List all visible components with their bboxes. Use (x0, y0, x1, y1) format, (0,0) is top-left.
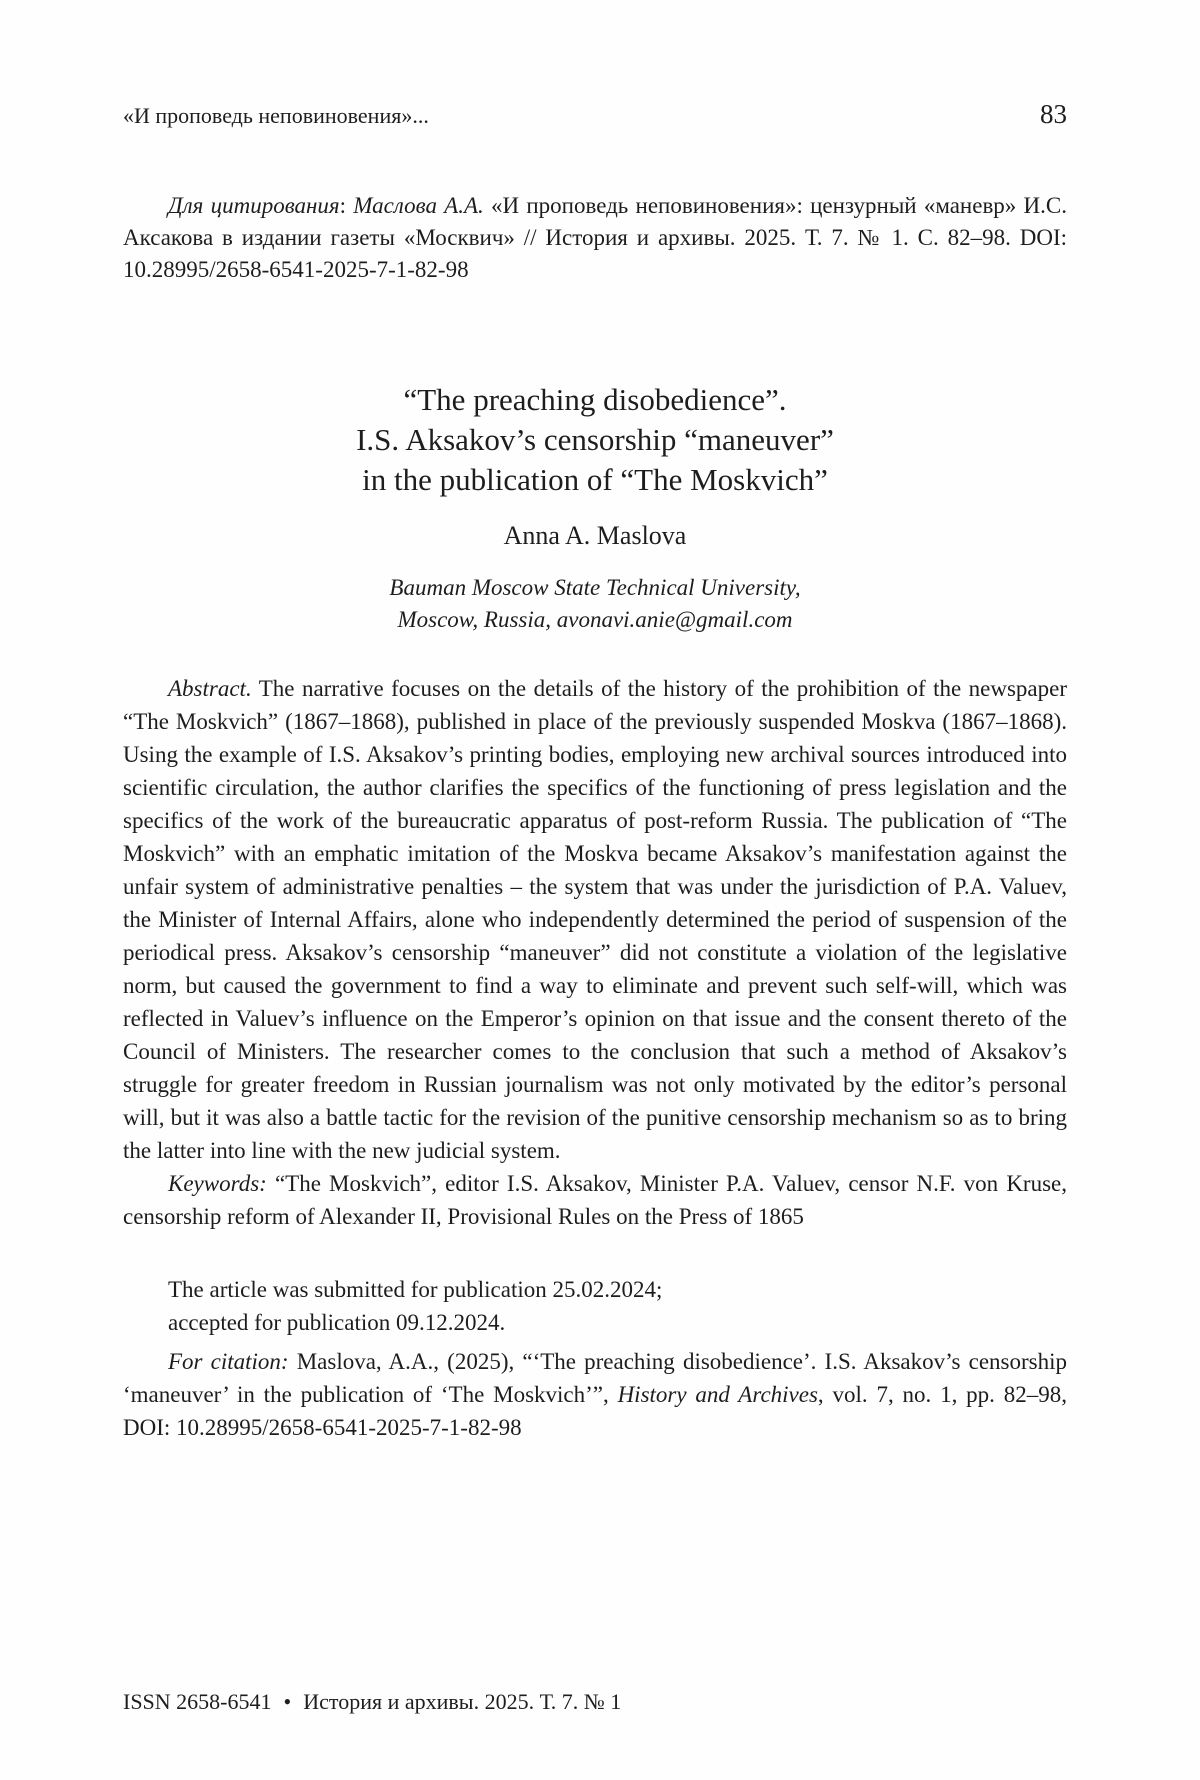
article-title-line-1: “The preaching disobedience”. (403, 382, 787, 417)
for-citation-text-1: Maslova, A.A., (2025), “‘The preaching disobedience’. I.S. Aksakov’s censorship ‘maneuver’ in the publication of ‘The Moskvich’”, (123, 1349, 1067, 1407)
author-name: Anna A. Maslova (503, 521, 687, 550)
accepted-date-line: accepted for publication 09.12.2024. (168, 1310, 506, 1335)
abstract-paragraph (123, 672, 1067, 1167)
keywords-paragraph (123, 1167, 1067, 1233)
article-title-line-2: I.S. Aksakov’s censorship “maneuver” (356, 422, 834, 457)
running-head (123, 100, 1067, 130)
footer-bullet: • (283, 1689, 292, 1714)
for-citation-text-2: , vol. 7, no. 1, pp. 82–98, DOI: 10.28995/2658-6541-2025-7-1-82-98 (123, 1382, 1067, 1440)
footer-journal-info: История и архивы. 2025. Т. 7. № 1 (303, 1689, 622, 1714)
publication-dates-block (123, 1273, 1067, 1339)
page-number: 83 (1040, 99, 1067, 129)
keywords-label: Keywords: (168, 1171, 267, 1196)
affiliation-line-2: Moscow, Russia, avonavi.anie@gmail.com (397, 607, 793, 632)
abstract-text: The narrative focuses on the details of the history of the prohibition of the newspaper “The Moskvich” (1867–1868), published in place of the previously suspended Moskva (1867–1868). Using the example of I.S. Aksakov’s printing bodies, employing new archival sources introduced into scientific circulation, the author clarifies the specifics of the functioning of press legislation and the specifics of the work of the bureaucratic apparatus of post-reform Russia. The publication of “The Moskvich” with an emphatic imitation of the Moskva became Aksakov’s manifestation against the unfair system of administrative penalties – the system that was under the jurisdiction of P.A. Valuev, the Minister of Internal Affairs, alone who independently determined the period of suspension of the periodical press. Aksakov’s censorship “maneuver” did not constitute a violation of the legislative norm, but caused the government to find a way to eliminate and prevent such self-will, which was reflected in Valuev’s influence on the Emperor’s opinion on that issue and the consent thereto of the Council of Ministers. The researcher comes to the conclusion that such a method of Aksakov’s struggle for greater freedom in Russian journalism was not only motivated by the editor’s personal will, but it was also a battle tactic for the revision of the punitive censorship mechanism so as to bring the latter into line with the new judicial system. (123, 676, 1067, 1163)
keywords-text: “The Moskvich”, editor I.S. Aksakov, Minister P.A. Valuev, censor N.F. von Kruse, censorship reform of Alexander II, Provisional Rules on the Press of 1865 (123, 1171, 1067, 1229)
footer-issn: ISSN 2658-6541 (123, 1689, 272, 1714)
citation-ru-text: «И проповедь неповиновения»: цензурный «маневр» И.С. Аксакова в издании газеты «Москвич» // История и архивы. 2025. Т. 7. № 1. С. 82–98. DOI: 10.28995/2658-6541-2025-7-1-82-98 (123, 193, 1067, 282)
affiliation-line-1: Bauman Moscow State Technical University, (389, 575, 801, 600)
running-title: «И проповедь неповиновения»... (123, 103, 429, 128)
citation-ru-author: Маслова А.А. (353, 193, 484, 218)
article-title (123, 380, 1067, 500)
citation-ru-label: Для цитирования (168, 193, 340, 218)
abstract-label: Abstract. (168, 676, 252, 701)
affiliation-block (123, 572, 1067, 636)
for-citation-label: For citation: (168, 1349, 289, 1374)
for-citation-journal: History and Archives (617, 1382, 818, 1407)
submitted-date-line: The article was submitted for publication 25.02.2024; (168, 1277, 663, 1302)
citation-ru-paragraph (123, 190, 1067, 286)
page-footer (123, 1688, 621, 1716)
for-citation-paragraph (123, 1345, 1067, 1444)
article-title-line-3: in the publication of “The Moskvich” (362, 462, 828, 497)
citation-ru-separator: : (339, 193, 354, 218)
